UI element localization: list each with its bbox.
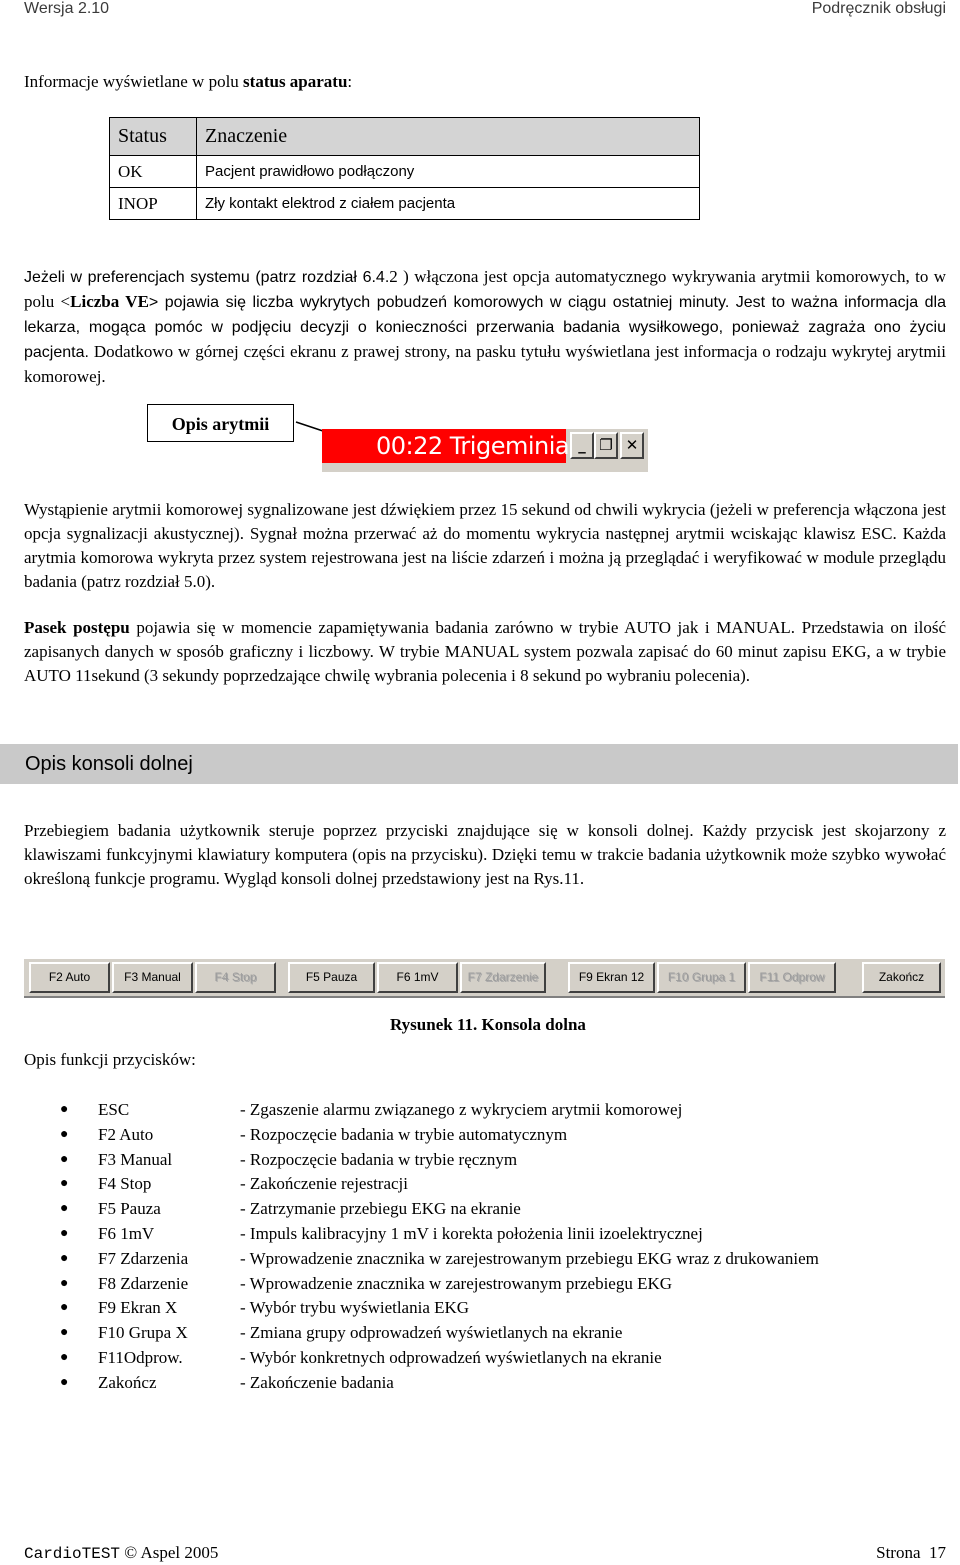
column-header-status: Status bbox=[110, 118, 197, 156]
window-titlebar bbox=[322, 429, 648, 472]
arrhythmia-paragraph: Jeżeli w preferencjach systemu (patrz rozdział 6.4.2 ) włączona jest opcja automatycznego wykrywania arytmii komorowych, to w polu <Liczba VE> pojawia się liczba wykrytych pobudzeń komorowych w ciągu ostatniej minuty. Jest to ważna informacja dla lekarza, mogąca pomóc w podjęciu decyzji o konieczności przerwania badania wysiłkowego, ponieważ zagraża ono życiu pacjenta. Dodatkowo w górnej części ekranu z prawej strony, na pasku tytułu wyświetlana jest informacja o rodzaju wykrytej arytmii komorowej. bbox=[24, 267, 946, 386]
status-meaning: Zły kontakt elektrod z ciałem pacjenta bbox=[197, 188, 700, 220]
header-version: Wersja 2.10 bbox=[24, 0, 110, 17]
column-header-meaning: Znaczenie bbox=[197, 118, 700, 156]
status-code: INOP bbox=[110, 188, 197, 220]
bottom-console bbox=[24, 958, 945, 998]
f9-screen-button[interactable]: F9 Ekran 12 bbox=[568, 962, 655, 993]
f10-group-button[interactable]: F10 Grupa 1 bbox=[657, 962, 746, 993]
f4-stop-button[interactable]: F4 Stop bbox=[195, 962, 276, 993]
functions-title: Opis funkcji przycisków: bbox=[24, 1050, 196, 1069]
status-code: OK bbox=[110, 156, 197, 188]
footer-page: Strona 17 bbox=[876, 1543, 946, 1562]
header-manual-title: Podręcznik obsługi bbox=[811, 0, 946, 17]
f11-leads-button[interactable]: F11 Odprow bbox=[748, 962, 836, 993]
progress-bar-paragraph: Pasek postępu pojawia się w momencie zapamiętywania badania zarówno w trybie AUTO jak i MANUAL. Przedstawia on ilość zapisanych danych w sposób graficzny i liczbowy. W trybie MANUAL system pozwala zapisać do 60 minut zapisu EKG, a w trybie AUTO 11sekund (3 sekundy poprzedzające chwilę wybrania polecenia i 8 sekund po wybraniu polecenia). bbox=[24, 618, 947, 685]
status-table bbox=[109, 117, 700, 220]
finish-button[interactable]: Zakończ bbox=[862, 962, 941, 993]
f7-event-button[interactable]: F7 Zdarzenie bbox=[460, 962, 546, 993]
table-row bbox=[110, 188, 700, 220]
f2-auto-button[interactable]: F2 Auto bbox=[29, 962, 110, 993]
console-paragraph: Przebiegiem badania użytkownik steruje poprzez przyciski znajdujące się w konsoli dolnej. Każdy przycisk jest skojarzony z klawiszami funkcyjnymi klawiatury komputera (opis na przycisku). Dzięki temu w trakcie badania użytkownik może szybko wywołać określoną funkcje programu. Wygląd konsoli dolnej przedstawiony jest na Rys.11. bbox=[24, 821, 946, 888]
table-row bbox=[110, 156, 700, 188]
f5-pause-button[interactable]: F5 Pauza bbox=[288, 962, 375, 993]
status-meaning: Pacjent prawidłowo podłączony bbox=[197, 156, 700, 188]
titlebar-alert-area bbox=[322, 429, 570, 463]
section-heading: Opis konsoli dolnej bbox=[0, 744, 958, 784]
page-number: 17 bbox=[929, 1543, 946, 1562]
arrhythmia-callout-box: Opis arytmii bbox=[147, 404, 294, 442]
table-header-row bbox=[110, 118, 700, 156]
f6-1mv-button[interactable]: F6 1mV bbox=[377, 962, 458, 993]
close-icon[interactable]: ✕ bbox=[620, 432, 644, 459]
intro-text: Informacje wyświetlane w polu status aparatu: bbox=[24, 72, 353, 91]
figure-caption: Rysunek 11. Konsola dolna bbox=[390, 1015, 586, 1034]
titlebar-arrhythmia-text: 00:22 Trigeminia bbox=[376, 432, 570, 460]
alarm-paragraph: Wystąpienie arytmii komorowej sygnalizowane jest dźwiękiem przez 15 sekund od chwili wykrycia (jeżeli w preferencja włączona jest opcja sygnalizacji akustycznej). Sygnał można przerwać aż do momentu wykrycia następnej arytmii wciskając klawisz ESC. Każda arytmia komorowa wykryta przez system rejestrowana jest na liście zdarzeń i można ją przeglądać i weryfikować w module przeglądu badania (patrz rozdział 5.0). bbox=[24, 500, 946, 591]
f3-manual-button[interactable]: F3 Manual bbox=[112, 962, 193, 993]
restore-icon[interactable]: ❐ bbox=[594, 432, 618, 459]
minimize-icon[interactable]: _ bbox=[570, 432, 594, 459]
footer-brand: CardioTEST © Aspel 2005 bbox=[24, 1543, 219, 1563]
